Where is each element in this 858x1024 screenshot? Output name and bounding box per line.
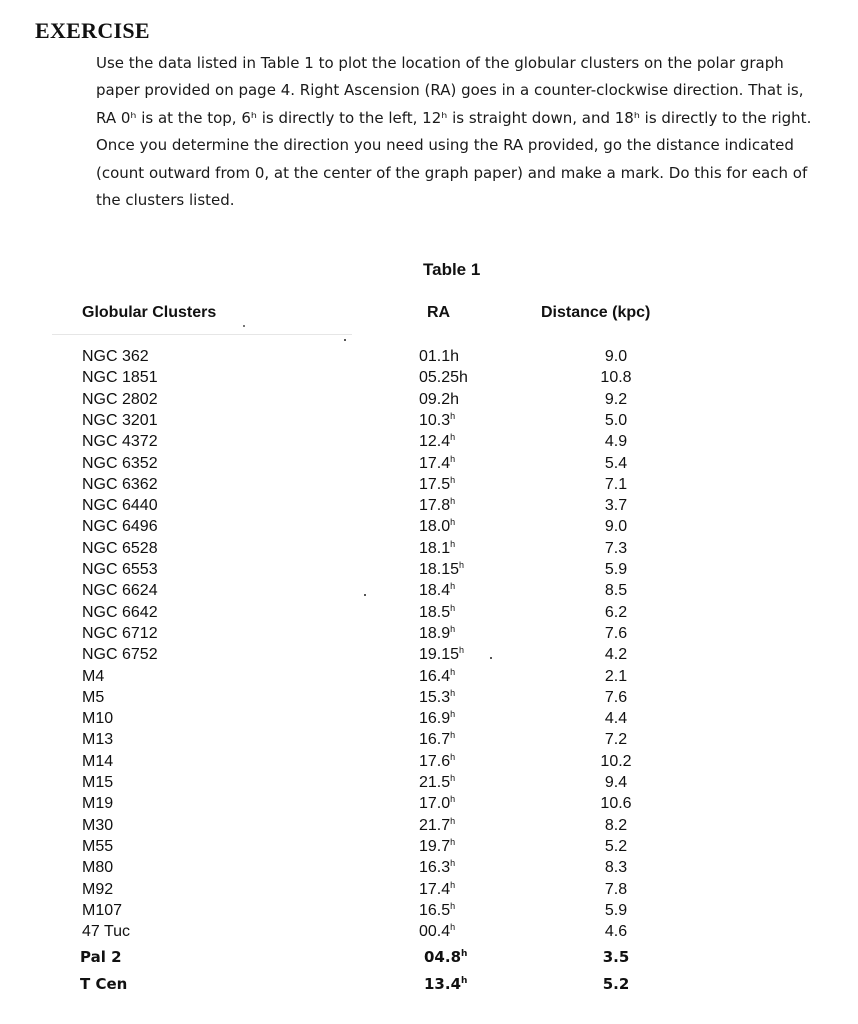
table-row bbox=[0, 793, 858, 814]
cluster-distance: 5.9 bbox=[604, 901, 628, 919]
header-globular-clusters: Globular Clusters bbox=[82, 304, 217, 321]
ra-value: 16.7 bbox=[419, 731, 451, 749]
table-row bbox=[0, 751, 858, 772]
table-row bbox=[0, 453, 858, 474]
cluster-ra bbox=[419, 666, 455, 687]
cluster-distance: 7.1 bbox=[604, 475, 628, 493]
cluster-name: NGC 3201 bbox=[82, 411, 158, 429]
scan-speck bbox=[243, 325, 245, 327]
table-row bbox=[0, 346, 858, 367]
instructions-paragraph bbox=[96, 50, 836, 214]
cluster-name: M92 bbox=[82, 880, 114, 898]
cluster-ra bbox=[419, 815, 455, 836]
ra-value: 16.4 bbox=[419, 667, 451, 685]
ra-value: 19.7 bbox=[419, 837, 451, 855]
cluster-distance: 8.2 bbox=[604, 816, 628, 834]
ra-value: 21.7 bbox=[419, 816, 451, 834]
table-row bbox=[0, 729, 858, 750]
ra-hour-superscript: h bbox=[450, 922, 456, 933]
table-row bbox=[0, 367, 858, 388]
instructions-line: (count outward from 0, at the center of the graph paper) and make a mark. Do this for each of bbox=[96, 163, 808, 182]
ra-hour-superscript: h bbox=[450, 602, 456, 613]
cluster-distance: 9.4 bbox=[604, 774, 628, 791]
instructions-line: the clusters listed. bbox=[96, 191, 235, 210]
cluster-ra bbox=[419, 516, 455, 537]
table-row bbox=[0, 687, 858, 708]
ra-value: 05.25h bbox=[419, 369, 468, 387]
cluster-distance: 7.6 bbox=[604, 688, 628, 706]
table-row bbox=[0, 857, 858, 878]
cluster-distance: 2.1 bbox=[604, 667, 628, 685]
cluster-ra bbox=[419, 751, 455, 772]
cluster-distance: 7.8 bbox=[604, 880, 628, 898]
table-row bbox=[0, 974, 858, 995]
cluster-name: M4 bbox=[82, 667, 105, 685]
ra-hour-superscript: h bbox=[450, 687, 456, 698]
cluster-name: 47 Tuc bbox=[82, 923, 131, 941]
cluster-name: M80 bbox=[82, 859, 114, 877]
cluster-ra bbox=[419, 474, 455, 495]
ra-value: 18.4 bbox=[419, 582, 451, 600]
instructions-line: Once you determine the direction you need using the RA provided, go the distance indicated bbox=[96, 136, 794, 155]
table-row bbox=[0, 474, 858, 495]
table-row bbox=[0, 580, 858, 601]
cluster-name: NGC 6440 bbox=[82, 497, 158, 515]
cluster-distance: 7.2 bbox=[604, 731, 628, 749]
table-row bbox=[0, 389, 858, 410]
instructions-line: RA 0ʰ is at the top, 6ʰ is directly to the left, 12ʰ is straight down, and 18ʰ is directly to the right. bbox=[96, 108, 812, 127]
cluster-distance: 5.0 bbox=[604, 411, 628, 429]
cluster-ra bbox=[419, 687, 455, 708]
cluster-distance: 4.2 bbox=[604, 646, 628, 664]
cluster-name: M107 bbox=[82, 901, 123, 919]
cluster-ra bbox=[419, 623, 455, 644]
ra-hour-superscript: h bbox=[450, 453, 456, 464]
cluster-ra bbox=[419, 793, 455, 814]
cluster-name: NGC 6712 bbox=[82, 624, 158, 642]
cluster-distance: 9.0 bbox=[604, 348, 628, 365]
ra-hour-superscript: h bbox=[461, 976, 468, 986]
table-row bbox=[0, 623, 858, 644]
cluster-ra bbox=[419, 708, 455, 729]
instructions-line: Use the data listed in Table 1 to plot the location of the globular clusters on the polar graph bbox=[96, 54, 784, 72]
ra-hour-superscript: h bbox=[450, 836, 456, 847]
ra-value: 17.0 bbox=[419, 795, 451, 813]
ra-hour-superscript: h bbox=[450, 581, 456, 592]
instructions-line: paper provided on page 4. Right Ascension (RA) goes in a counter-clockwise direction. That is, bbox=[96, 81, 804, 100]
ra-value: 18.0 bbox=[419, 518, 451, 536]
cluster-name: Pal 2 bbox=[80, 948, 122, 966]
table-row bbox=[0, 666, 858, 687]
table-row bbox=[0, 879, 858, 900]
ra-value: 18.9 bbox=[419, 624, 451, 642]
ra-hour-superscript: h bbox=[450, 623, 456, 634]
ra-hour-superscript: h bbox=[450, 709, 456, 720]
ra-hour-superscript: h bbox=[450, 815, 456, 826]
cluster-name: NGC 1851 bbox=[82, 369, 158, 387]
cluster-ra bbox=[424, 974, 467, 995]
cluster-distance: 8.3 bbox=[604, 859, 628, 877]
cluster-distance: 4.6 bbox=[604, 923, 628, 941]
cluster-ra bbox=[419, 921, 455, 942]
cluster-distance: 10.2 bbox=[600, 752, 632, 770]
ra-hour-superscript: h bbox=[450, 432, 456, 443]
ra-value: 17.4 bbox=[419, 454, 451, 472]
cluster-distance: 5.4 bbox=[604, 454, 628, 472]
table-row bbox=[0, 947, 858, 968]
table-row bbox=[0, 538, 858, 559]
ra-value: 01.1h bbox=[419, 348, 460, 365]
cluster-ra bbox=[419, 729, 455, 750]
cluster-name: NGC 6553 bbox=[82, 561, 158, 578]
ra-hour-superscript: h bbox=[450, 751, 456, 762]
cluster-distance: 4.4 bbox=[604, 710, 628, 728]
ra-value: 18.15 bbox=[419, 561, 460, 578]
ra-hour-superscript: h bbox=[450, 879, 456, 890]
table-row bbox=[0, 815, 858, 836]
table-row bbox=[0, 495, 858, 516]
ra-value: 19.15 bbox=[419, 646, 460, 664]
cluster-distance: 4.9 bbox=[604, 433, 628, 451]
cluster-name: NGC 6624 bbox=[82, 582, 158, 600]
ra-hour-superscript: h bbox=[450, 410, 456, 421]
ra-value: 12.4 bbox=[419, 433, 451, 451]
cluster-ra bbox=[419, 538, 455, 559]
ra-hour-superscript: h bbox=[459, 645, 465, 656]
ra-hour-superscript: h bbox=[459, 560, 465, 570]
ra-hour-superscript: h bbox=[461, 949, 468, 959]
cluster-distance: 3.5 bbox=[602, 948, 630, 966]
ra-value: 04.8 bbox=[424, 948, 462, 966]
ra-value: 13.4 bbox=[424, 975, 462, 993]
ra-hour-superscript: h bbox=[450, 794, 456, 805]
ra-hour-superscript: h bbox=[450, 496, 456, 507]
table-row bbox=[0, 431, 858, 452]
header-ra: RA bbox=[427, 304, 451, 321]
table-title: Table 1 bbox=[423, 260, 481, 279]
ra-hour-superscript: h bbox=[450, 538, 456, 549]
ra-value: 17.8 bbox=[419, 497, 451, 515]
cluster-name: NGC 6352 bbox=[82, 454, 158, 472]
table-row bbox=[0, 602, 858, 623]
table-row bbox=[0, 921, 858, 942]
cluster-ra bbox=[424, 947, 467, 968]
cluster-name: NGC 362 bbox=[82, 348, 149, 365]
ra-value: 16.9 bbox=[419, 710, 451, 728]
table-row bbox=[0, 772, 858, 793]
cluster-ra bbox=[419, 431, 455, 452]
ra-hour-superscript: h bbox=[450, 517, 456, 528]
table-row bbox=[0, 708, 858, 729]
cluster-name: NGC 4372 bbox=[82, 433, 158, 451]
cluster-name: NGC 6642 bbox=[82, 603, 158, 621]
cluster-ra bbox=[419, 836, 455, 857]
table-row bbox=[0, 410, 858, 431]
ra-value: 15.3 bbox=[419, 688, 451, 706]
cluster-distance: 5.2 bbox=[604, 837, 628, 855]
cluster-ra bbox=[419, 644, 464, 665]
cluster-distance: 6.2 bbox=[604, 603, 628, 621]
ra-hour-superscript: h bbox=[450, 474, 456, 485]
cluster-ra bbox=[419, 453, 455, 474]
cluster-ra bbox=[419, 580, 455, 601]
ra-value: 17.6 bbox=[419, 752, 451, 770]
ra-value: 10.3 bbox=[419, 411, 451, 429]
cluster-distance: 10.6 bbox=[600, 795, 632, 813]
ra-hour-superscript: h bbox=[450, 900, 456, 911]
cluster-name: T Cen bbox=[80, 975, 128, 993]
cluster-name: NGC 6752 bbox=[82, 646, 158, 664]
cluster-name: M19 bbox=[82, 795, 114, 813]
cluster-distance: 8.5 bbox=[604, 582, 628, 600]
ra-hour-superscript: h bbox=[450, 858, 456, 869]
cluster-name: NGC 6362 bbox=[82, 475, 158, 493]
ra-value: 21.5 bbox=[419, 774, 451, 791]
ra-hour-superscript: h bbox=[450, 773, 456, 783]
ra-hour-superscript: h bbox=[450, 730, 456, 741]
ra-value: 09.2h bbox=[419, 390, 460, 408]
table-row bbox=[0, 559, 858, 580]
cluster-distance: 10.8 bbox=[600, 369, 632, 387]
faint-rule bbox=[52, 334, 352, 335]
cluster-distance: 9.0 bbox=[604, 518, 628, 536]
ra-value: 16.3 bbox=[419, 859, 451, 877]
header-distance: Distance (kpc) bbox=[541, 304, 651, 321]
cluster-name: M14 bbox=[82, 752, 114, 770]
ra-value: 17.5 bbox=[419, 475, 451, 493]
scan-speck bbox=[344, 339, 346, 341]
ra-value: 18.1 bbox=[419, 539, 451, 557]
cluster-ra bbox=[419, 879, 455, 900]
cluster-ra bbox=[419, 559, 464, 580]
cluster-distance: 7.6 bbox=[604, 624, 628, 642]
cluster-ra bbox=[419, 857, 455, 878]
cluster-distance: 3.7 bbox=[604, 497, 628, 515]
cluster-name: M10 bbox=[82, 710, 114, 728]
cluster-name: NGC 2802 bbox=[82, 390, 158, 408]
cluster-distance: 7.3 bbox=[604, 539, 628, 557]
ra-value: 17.4 bbox=[419, 880, 451, 898]
ra-value: 00.4 bbox=[419, 923, 451, 941]
cluster-ra bbox=[419, 367, 468, 388]
cluster-distance: 5.2 bbox=[602, 975, 630, 993]
cluster-name: M55 bbox=[82, 837, 114, 855]
cluster-name: NGC 6528 bbox=[82, 539, 158, 557]
table-row bbox=[0, 900, 858, 921]
cluster-distance: 5.9 bbox=[604, 561, 628, 578]
ra-hour-superscript: h bbox=[450, 666, 456, 677]
cluster-ra bbox=[419, 602, 455, 623]
table-row bbox=[0, 836, 858, 857]
ra-value: 18.5 bbox=[419, 603, 451, 621]
cluster-ra bbox=[419, 410, 455, 431]
cluster-name: M5 bbox=[82, 688, 105, 706]
cluster-ra bbox=[419, 772, 455, 793]
table-row bbox=[0, 644, 858, 665]
cluster-name: M15 bbox=[82, 774, 114, 791]
exercise-heading: EXERCISE bbox=[35, 18, 150, 43]
cluster-name: NGC 6496 bbox=[82, 518, 158, 536]
cluster-ra bbox=[419, 346, 459, 367]
cluster-ra bbox=[419, 389, 459, 410]
table-row bbox=[0, 516, 858, 537]
cluster-distance: 9.2 bbox=[604, 390, 628, 408]
cluster-name: M13 bbox=[82, 731, 114, 749]
ra-value: 16.5 bbox=[419, 901, 451, 919]
cluster-name: M30 bbox=[82, 816, 114, 834]
cluster-ra bbox=[419, 900, 455, 921]
cluster-ra bbox=[419, 495, 455, 516]
